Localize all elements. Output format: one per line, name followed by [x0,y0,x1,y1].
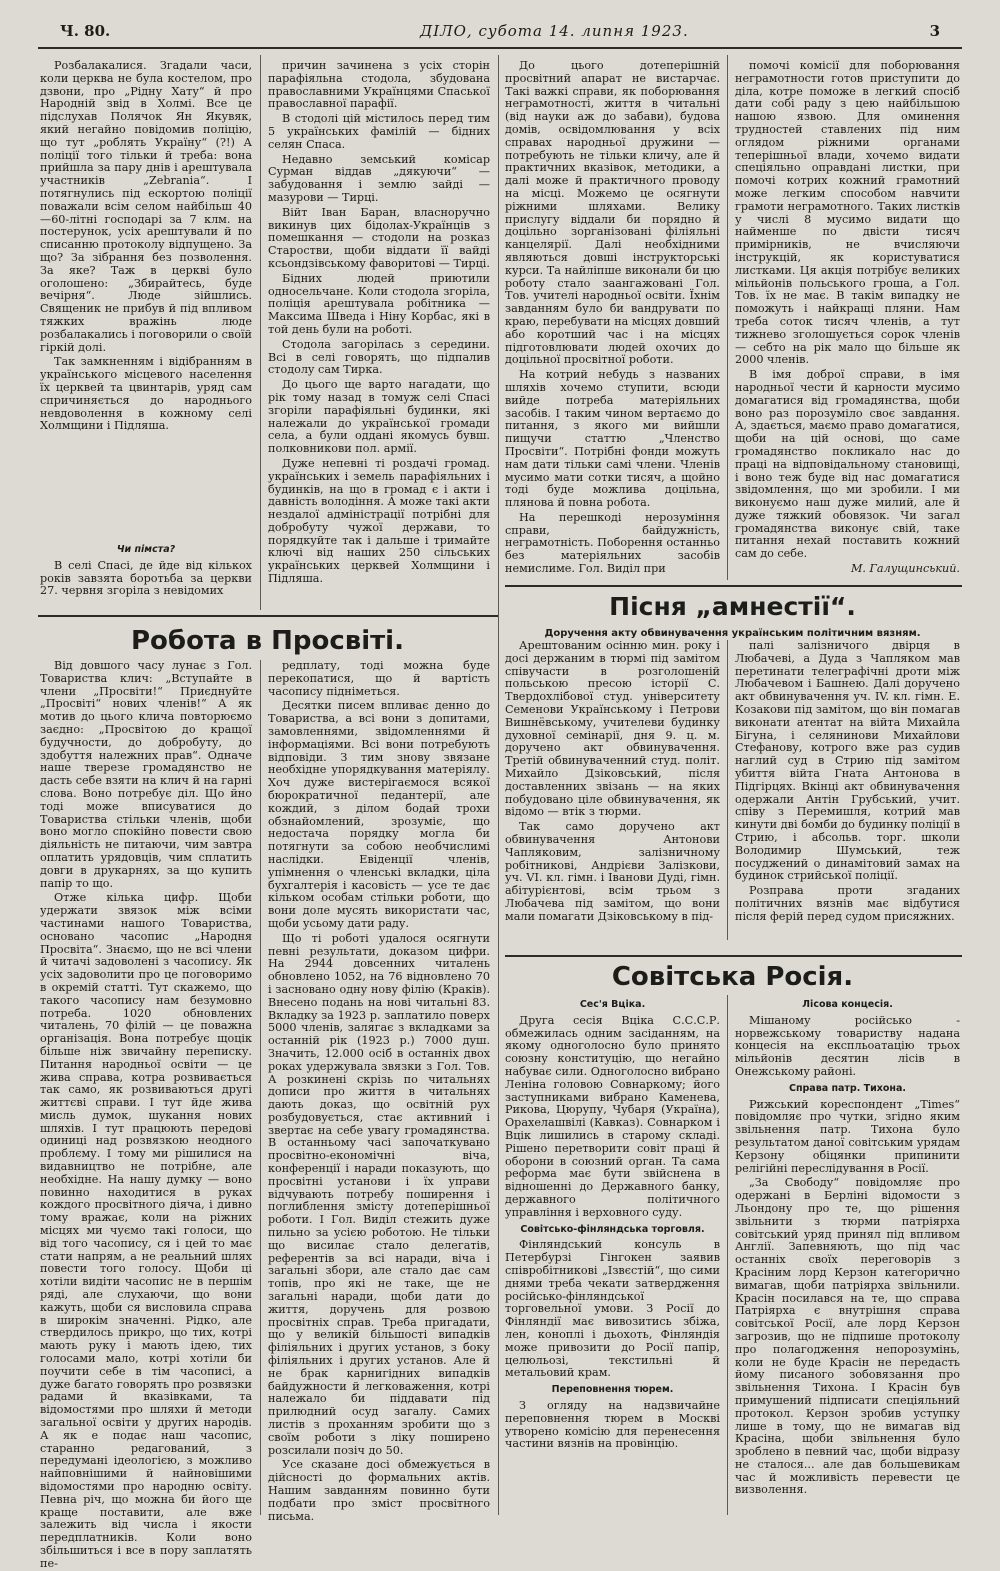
subheading-tikhon: Справа патр. Тихона. [788,1082,907,1094]
amnesty-column-1 [505,640,720,940]
running-head [60,22,940,46]
paragraph: В стодолі цій містилось перед тим 5 українських фамілій — бідних селян Спаса. [268,112,490,151]
paragraph: Недавно земський комісар Сурман віддав „дякуючи“ — забудовання і землю зайді — мазурови — Тирці. [268,152,490,204]
subheading-trade: Совітсько-фінляндська торговля. [520,1223,705,1235]
paragraph: До цього дотеперішній просвітний апарат не вистарчає. Такі важкі справи, як поборювання неграмотності, життя в читальні (від науки аж до забави), будова домів, освідомлювання у всіх справах народньої дружини — потребують не тільки кличу, але й практичних вказівок, методики, а далі може й практичного проводу на місці. Можемо це осягнути ріжними шляхами. Велику прислугу віддали би порядно й доцільно зорганізовані філіяльні канцелярії. Далі необхідними являються довші інструкторські курси. Та найліпше виконали би цю роботу стало заангажовані Гол. Тов. учителі народньої освіти. Їхнім завданням було би вандрувати по краю, перебувати на місцях довший або коротший час і на місцях підготовлювати людей охочих до доцільної просвітної роботи. [505,59,720,367]
prosvita-headline: Робота в Просвіті. [131,626,404,656]
column-rule [260,55,261,610]
paragraph: На котрий небудь з названих шляхів хочемо ступити, всюди вийде потреба матеріяльних засобів. І таким чином вертаємо до питання, з якого ми вийшли пищучи статтю „Членство Просвіти“. Потрібні фонди можуть нам дати тільки самі члени. Членів мусимо мати сотки тисяч, а щойно тоді буде можлива доцільна, плянова й повна робота. [505,368,720,510]
paragraph: Розправа проти згаданих політичних вязнів має відбутися після ферій перед судом присяжних. [735,884,960,923]
paragraph: З огляду на надзвичайне переповнення тюрем в Москві утворено комісію для перенесення частини вязнів на провінцію. [505,1398,720,1451]
paragraph: Дуже непевні ті роздачі громад. українських і земель парафіяльних і будинків, на що в громад є і акти і давність володіння. А може такі акти нездалої адміністрації потрібні для добробуту чужої держави, то порядкуйте так і дальше і тримайте ключі від наших 250 сільських українських церквей Холмщини і Підляша. [268,456,490,586]
header-rule [38,47,962,49]
prosvita-column-1 [40,659,252,1570]
paragraph: Усе сказане досі обмежується в дійсності до формальних актів. Нашим завданням повинно бути подбати про зміст просвітного письма. [268,1458,490,1523]
paragraph: На перешкоді нерозуміння справи, байдужність, неграмотність. Поборення останньо без матеріяльних засобів немислиме. Гол. Виділ при [505,510,720,576]
column-rule [498,55,499,610]
paragraph: Розбалакалися. Згадали часи, коли церква не була костелом, про дзвони, про „Рідну Хату“ й про Народній звід в Холмі. Все це підслухав Полячок Ян Якувяк, який негайно повідомив поліцію, що тут „роблять Україну“ (?!) А поліції того тільки й треба: вона прийшла за пару днів і арештувала участників „Zebrania“. І потягнулись під ескортою поліції поважали всім селом найбільш 40—60-літні господарі за 7 клм. на постерунок, усіх арештували й по списанню протоколу відпущено. За що? За зібрання без позволення. За яке? Таж в церкві було оголошено: „Збирайтесь, буде вечірня“. Люде зійшлись. Священик не прибув й під впливом тяжких вражінь люде розбалакались і поговорили о своїй гіркій долі. [40,59,252,354]
column-rule [498,595,499,1515]
column-1-top [40,60,252,530]
subheading-prisons: Переповнення тюрем. [551,1384,674,1396]
masthead-date: ДІЛО, субота 14. липня 1923. [420,22,689,40]
amnesty-headline: Пісня „амнестії“. [609,592,856,621]
subheading-vtsik: Сес'я Вціка. [579,999,646,1010]
column-rule [260,660,261,1515]
paragraph: редплату, тоді можна буде перекопатися, що й вартість часопису підніметься. [268,659,490,698]
paragraph: Бідних людей приютили односельчане. Коли стодола згоріла, поліція арештувала робітника — Максима Шведа і Ніну Корбас, які в той день були на роботі. [268,271,490,336]
paragraph: Війт Іван Баран, власноручно викинув цих бідолах-Українців з помешкання — стодоли на розказ Старостви, щоби віддати її вайді ксьондзівському фаворитові — Тирці. [268,205,490,270]
paragraph: Рижський кореспондент „Times“ повідомляє про чутки, згідно яким звільнення патр. Тихона було результатом даної совітським урядам Керзону обіцянки припинити релігійні переслідування в Росії. [735,1097,960,1175]
paragraph: Так само доручено акт обвинувачення Антонови Чапляковим, залізничному робітникові, Андрієви Залізкови, уч. VI. кл. гімн. і Іванови Дуді, гімн. абітурієнтові, всім трьом з Любачева під замітом, що вони мали помагати Дзіковському в під- [505,820,720,923]
paragraph: помочі комісії для поборювання неграмотности готов приступити до діла, котре поможе в легкий спосіб дати собі раду з цею найбільшою нашою язвою. Для оминення трудностей ставлених під ним оглядом ріжними органами теперішньої влади, хочемо видати спеціяльно оправдані листки, при помочі котрих кожний грамотний може легким способом навчити грамоти неграмотного. Таких листків у числі 8 мусимо видати що найменше по двісти тисяч примірників, не вчисляючи інструкцій, як користуватися листками. Ця акція потрібує великих мільйонів польського гроша, а Гол. Тов. їх не має. В такім випадку не поможуть і найкращі пляни. Нам треба соток тисяч членів, а тут тижнево зголошується сорок членів — себто на рік мало що більше як 2000 членів. [735,59,960,367]
paragraph: В селі Спасі, де йде від кількох років завзята боротьба за церкви 27. червня згоріла з невідомих [40,558,252,598]
paragraph: „За Свободу“ повідомляє про одержані в Берліні відомости з Льондону про те, що рішення звільнити з тюрми патріярха совітський уряд принял під впливом Англії. Запевняють, що під час останніх своїх переговорів з Красіним лорд Керзон категорично вимагав, щоби патріярха звільнили. Красін посилався на те, що справа Патріярха є внутрішня справа совітської Росії, але лорд Керзон загрозив, що не підпише протоколу про полагодження непорозумінь, коли не буде Красін не передасть йому писаного зобовязання про звільнення Тихона. І Красін був примушений підписати спеціяльний протокол. Керзон зробив уступку лише в тому, що не вимагав від Красіна, щоби звільнення було зроблено в певний час, щоби відразу не сталося... але дав большевикам час й можливість перевести це визволення. [735,1176,960,1497]
soviet-column-2 [735,995,960,1515]
amnesty-subtitle: Доручення акту обвинувачення українським політичним вязням. [544,628,921,639]
soviet-column-1 [505,995,720,1515]
paragraph: Стодола загорілась з середини. Всі в селі говорять, що підпалив стодолу сам Тирка. [268,337,490,377]
column-4-top [735,60,960,580]
paragraph: Отже кілька цифр. Щоби удержати звязок між всіми частинами нашого Товариства, основано часопис „Народня Просвіта“. Знаємо, що не всі члени й читачі задоволені з часопису. Як усіх задоволити про це поговоримо в окремій статті. Тут скажемо, що такого часопису нам безумовно потреба. 1020 обновлених читалень, 70 філій — це поважна організація. Вона потребує щоцік більше ніж звичайну переписку. Питання народньої освіти — це жива справа, котра розвивається так само, як розвиваються другі життєві справи. І тут йде жива мисль думок, шукання нових шляхів. І тут працюють передові одиниці над розвязкою неодного проблєму. І тому ми рішилися на видавництво не потрібне, але необхідне. На нашу думку — воно повинно находитися в руках кождого просвітного діяча, і дивно тому вражає, коли на ріжних місцях ми чуємо такі голоси, що від того часопису, ся і цей то має стати напрям, а не реальний шлях повести того голосу. Щоби ці хотіли видіти часопис не в першім ряді, але слухаючи, що вони кажуть, щоби ся висловила справа в широкім значенні. Рідко, але ствердилось прикро, що тих, котрі мають руку і мають ідею, тих голосами мало, котрі хотіли би поучити себе в тім часописі, а дуже багато говорять про розвязки радами й вказівками, та відомостями про шляхи й методи загальної освіти у других народів. А як е подає наш часопис, старанно редагований, з передумані ідеологією, з можливо найповнішими й найновішими відомостями про народню освіту. Певна річ, що можна би його ще краще поставити, але вже залежить від числа і якости передплатників. Коли воно збільшиться і все в пору заплатять пе- [40,891,252,1570]
paragraph: До цього ще варто нагадати, що рік тому назад в томуж селі Спасі згоріли парафіяльні будинки, які належали до української громади села, а були оддані якомусь бувш. полковникови пол. армії. [268,378,490,456]
paragraph: Десятки писем впливає денно до Товариства, а всі вони з допитами, замовленнями, звідомленнями й інформаціями. Всі вони потребують відповіди. З тим знову звязане необхідне упорядкування матеріялу. Хоч дуже вистерігаємося всякої бюрократичної педантерії, але кождий, з ділом бодай трохи обзнайомлений, зрозуміє, що недостача порядку могла би потягнути за собою необчислимі наслідки. Евіденції членів, упімнення о членські вкладки, ціла бухгалтерія і касовість — усе те дає кільком особам стільки роботи, що вони доле мусять використати час, щоби усьому дати раду. [268,699,490,930]
column-1-bottom [40,540,252,610]
subheading-revenge: Чи пімста? [116,544,176,555]
section-rule [38,615,498,617]
paragraph: Так замкненням і відібранням в українського місцевого населення їх церквей та цвинтарів, уряд сам спричиняється до народнього невдоволення в кожному селі Холмщини і Підляша. [40,355,252,433]
paragraph: Друга сесія Вціка С.С.С.Р. обмежилась одним засіданням, на якому одноголосно було принято союзну конституцію, що негайно набуває сили. Одноголосно вибрано Леніна головою Совнаркому; його заступниками вибрано Каменева, Рикова, Цюрупу, Чубаря (Україна), Орахелашвілі (Кавказ). Совнарком і Вцік лишились в старому складі. Рішено перетворити совіт праці й оборони в союзний орган. Та сама реформа має бути звійснена в відношенні до Державного банку, державного політичного управління і верховного суду. [505,1013,720,1219]
column-2-top [268,60,490,610]
amnesty-column-2 [735,640,960,940]
paragraph: Що ті роботі удалося осягнути певні результати, доказом цифри. На 2944 довсенних читалень обновлено 1052, на 76 відновлено 70 і засновано одну нову філію (Краків). Внесено подань на нові читальні 83. Вкладку за 1923 р. заплатило поверх 5000 членів, залягає з вкладками за останній рік (1923 р.) 7000 душ. Значить, 12.000 осіб в останніх двох роках удержувала звязки з Гол. Тов. А розкинені скрізь по читальнях дописи про життя в читальнях дають доказ, що освітній рух розбудовується, стає активний і звертає на себе увагу громадянства. В останньому часі започаткувано просвітно-економічні віча, конференції і наради показують, що просвітні установи і їх управи відчувають потребу поширення і поглиблення змісту дотеперішньої роботи. І Гол. Виділ стежить дуже пильно за усією роботою. Не тільки що висилає стало делегатів, референтів за всі наради, віча і загальні збори, але стало дає сам топів, про які не таке, ще не загальні наради, щоби дати до життя, доручень для розвою просвітніх справ. Треба пригадати, що у великій більшості випадків філіяльних і других установ, з боку філіяльних і других установ. Але й не брак карнигідних випадків байдужности й легковаження, котрі належало би піддавати під прилюдний осуд загалу. Самих листів з проханням зробити що з своїм роботи з ліку поширено розсилали позіч до 50. [268,931,490,1457]
paragraph: В імя доброї справи, в імя народньої чести й карности мусимо домагатися від громадянства, щоби воно раз порозуміло своє завдання. А, здається, маємо право домагатися, щоби на цій основі, що саме громадянство покликало нас до праці на відповідальному становищі, і воно теж буде від нас домагатися звідомлення, що ми зробили. І ми виконуємо наш дуже милий, але й дуже тяжкий обовязок. Чи загал громадянства виконує свій, таке питання нехай поставить кожний сам до себе. [735,368,960,561]
paragraph: палі залізничого двірця в Любачеві, а Дуда з Чапляком мав перетинати телеграфічні дроти між Любачевом і Башнею. Далі доручено акт обвинувачення уч. IV. кл. гімн. Е. Козакови під замітом, що він помагав виконати атентат на війта Михайла Бігуна, і селянинови Михайлови Стефанову, котрого вже раз судив наглий суд в Стрию під замітом убиття війта Гната Антонова в Підгірцях. Вкінці акт обвинувачення одержали Антін Грубський, учит. співу з Перемишля, котрий мав кинути дві бомби до будинку поліції в Стрию, і абсольв. торг. школи Володимир Шумський, теж посуджений о динамітовий замах на будинок стрийської поліції. [735,639,960,883]
column-rule [727,640,728,940]
column-rule [727,55,728,580]
paragraph: причин зачинена з усіх сторін парафіяльна стодола, збудована православними Українцями Спаської православної парафії. [268,59,490,111]
section-rule [505,585,962,587]
paragraph: Арештованим осінню мин. року і досі держаним в тюрмі під замітом співучасти в розголошеній польською пресою історії С. Твердохлібової студ. університету Семенови Українському і Петрови Вишнёвському, учителеви будинку духовної семінарії, дня 9. ц. м. доручено акт обвинувачення. Третій обвинуваченний студ. політ. Михайло Дзіковський, після доставленних звізань — на яких побудовано ціле обвинувачення, як відомо — втік з тюрми. [505,639,720,819]
page-number: 3 [929,22,940,40]
paragraph: Мішаному російсько - норвежському товариству надана концесія на експльоатацію трьох мільйонів десятин лісів в Онежському районі. [735,1013,960,1078]
section-rule [505,955,962,957]
soviet-headline: Совітська Росія. [611,962,854,992]
paragraph: Від довшого часу лунає з Гол. Товариства клич: „Вступайте в члени „Просвіти!“ Приєднуйте „Просвіті“ нових членів!“ А як мотив до цього клича повторюємо заєдно: „Просвітою до кращої будучности, до добробуту, до здобуття належних прав“. Одначе наше тверезе громадянство не дасть себе взяти на клич й на гарні слова. Воно потребує діл. Що йно тоді може вписуватися до Товариства стільки членів, щоби воно могло спокійно повести свою діяльність не питаючи, чим завтра оплатить урядовців, чим сплатить довги в друкарнях, за що купить папір то що. [40,659,252,890]
column-3-top [505,60,720,580]
subheading-forest: Лісова концесія. [802,999,893,1010]
prosvita-column-2 [268,659,490,1523]
author-signature: М. Галущинський. [850,562,960,576]
column-rule [727,995,728,1515]
issue-number: Ч. 80. [60,22,111,40]
paragraph: Фінляндський консуль в Петербурзі Гінгокен заявив співробітникові „Ізвєстій“, що сими днями треба чекати затвердження російсько-фінляндської торговельної умови. З Росії до Фінляндії має вивозитись збіжа, лен, коноплі і дьохоть, Фінляндія може привозити до Росії папір, целюльозі, текстильні й метальовий крам. [505,1238,720,1380]
